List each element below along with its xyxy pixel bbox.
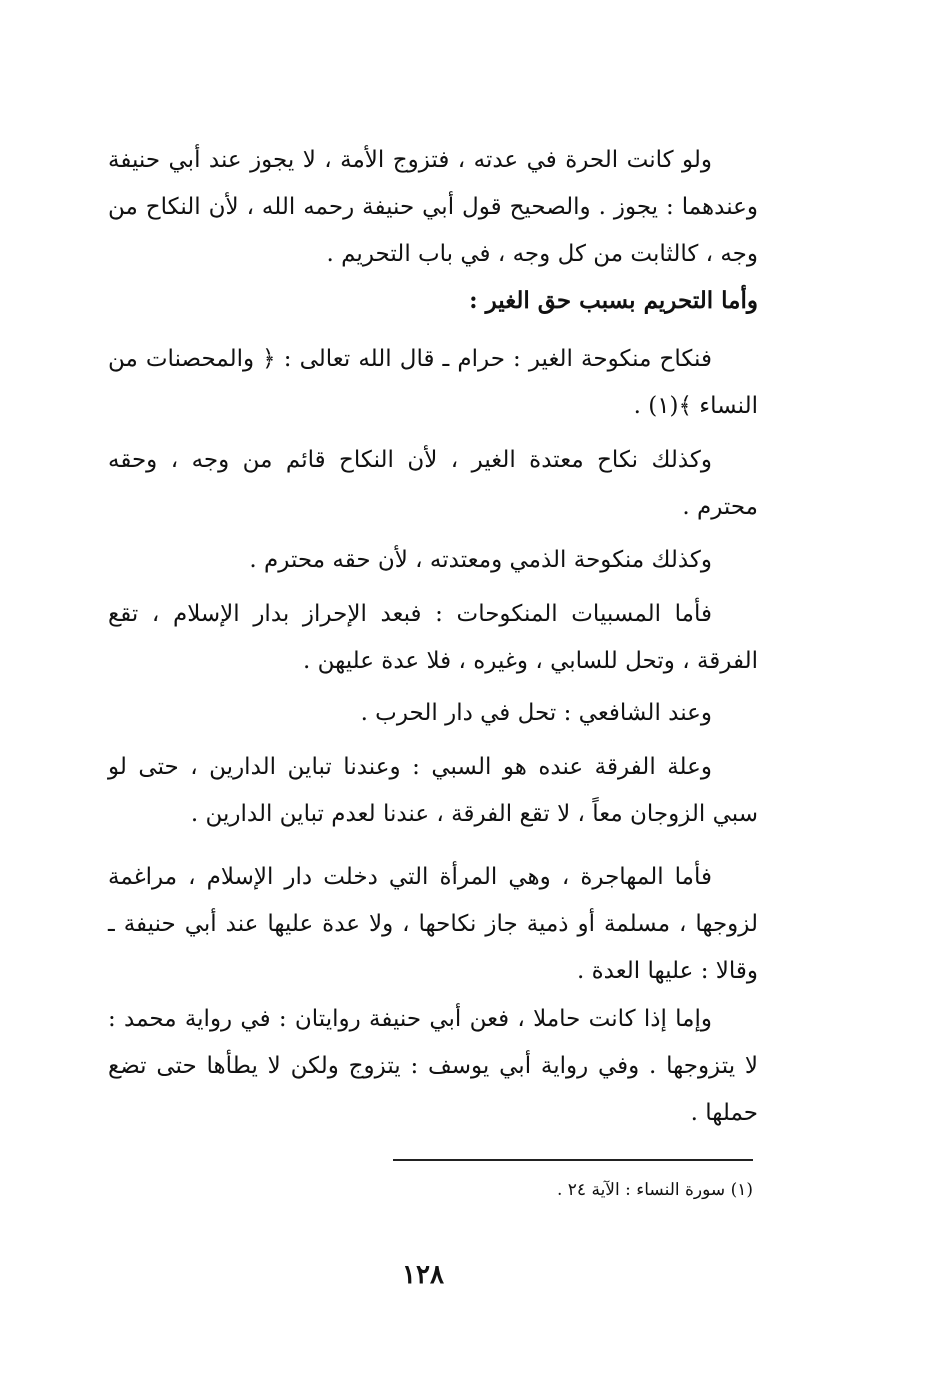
paragraph-in-iddah-of-another: وكذلك نكاح معتدة الغير ، لأن النكاح قائم من وجه ، وحقه محترم . [108, 447, 758, 520]
paragraph-reason-for-separation: وعلة الفرقة عنده هو السبي : وعندنا تباين الدارين ، حتى لو سبي الزوجان معاً ، لا تقع الفرقة ، عندنا لعدم تباين الدارين . [108, 754, 758, 827]
footnote-divider [393, 1159, 753, 1161]
paragraph-emigrant-woman: فأما المهاجرة ، وهي المرأة التي دخلت دار الإسلام ، مراغمة لزوجها ، مسلمة أو ذمية جاز نكاحها ، ولا عدة عليها عند أبي حنيفة ـ وقالا : عليها العدة . [108, 864, 758, 984]
paragraph-married-to-another: فنكاح منكوحة الغير : حرام ـ قال الله تعالى : ﴿ والمحصنات من النساء ﴾(١) . [108, 346, 758, 419]
paragraph-free-woman-in-iddah: ولو كانت الحرة في عدته ، فتزوج الأمة ، لا يجوز عند أبي حنيفة وعندهما : يجوز . والصحيح قول أبي حنيفة رحمه الله ، لأن النكاح من وجه ، كالثابت من كل وجه ، في باب التحريم . [108, 147, 758, 267]
paragraph-pregnant-woman: وإما إذا كانت حاملا ، فعن أبي حنيفة روايتان : في رواية محمد : لا يتزوجها . وفي رواية أبي يوسف : يتزوج ولكن لا يطأها حتى تضع حملها . [108, 1006, 758, 1126]
section-heading-rights-of-others: وأما التحريم بسبب حق الغير : [469, 287, 758, 314]
paragraph-dhimmi-wife: وكذلك منكوحة الذمي ومعتدته ، لأن حقه محترم . [249, 547, 712, 573]
page-number: ١٢٨ [402, 1260, 444, 1290]
footnote: (١) سورة النساء : الآية ٢٤ . [556, 1180, 753, 1200]
paragraph-shafii-view: وعند الشافعي : تحل في دار الحرب . [360, 700, 712, 726]
paragraph-captive-women: فأما المسبيات المنكوحات : فبعد الإحراز بدار الإسلام ، تقع الفرقة ، وتحل للسابي ، وغيره ، فلا عدة عليهن . [108, 601, 758, 674]
